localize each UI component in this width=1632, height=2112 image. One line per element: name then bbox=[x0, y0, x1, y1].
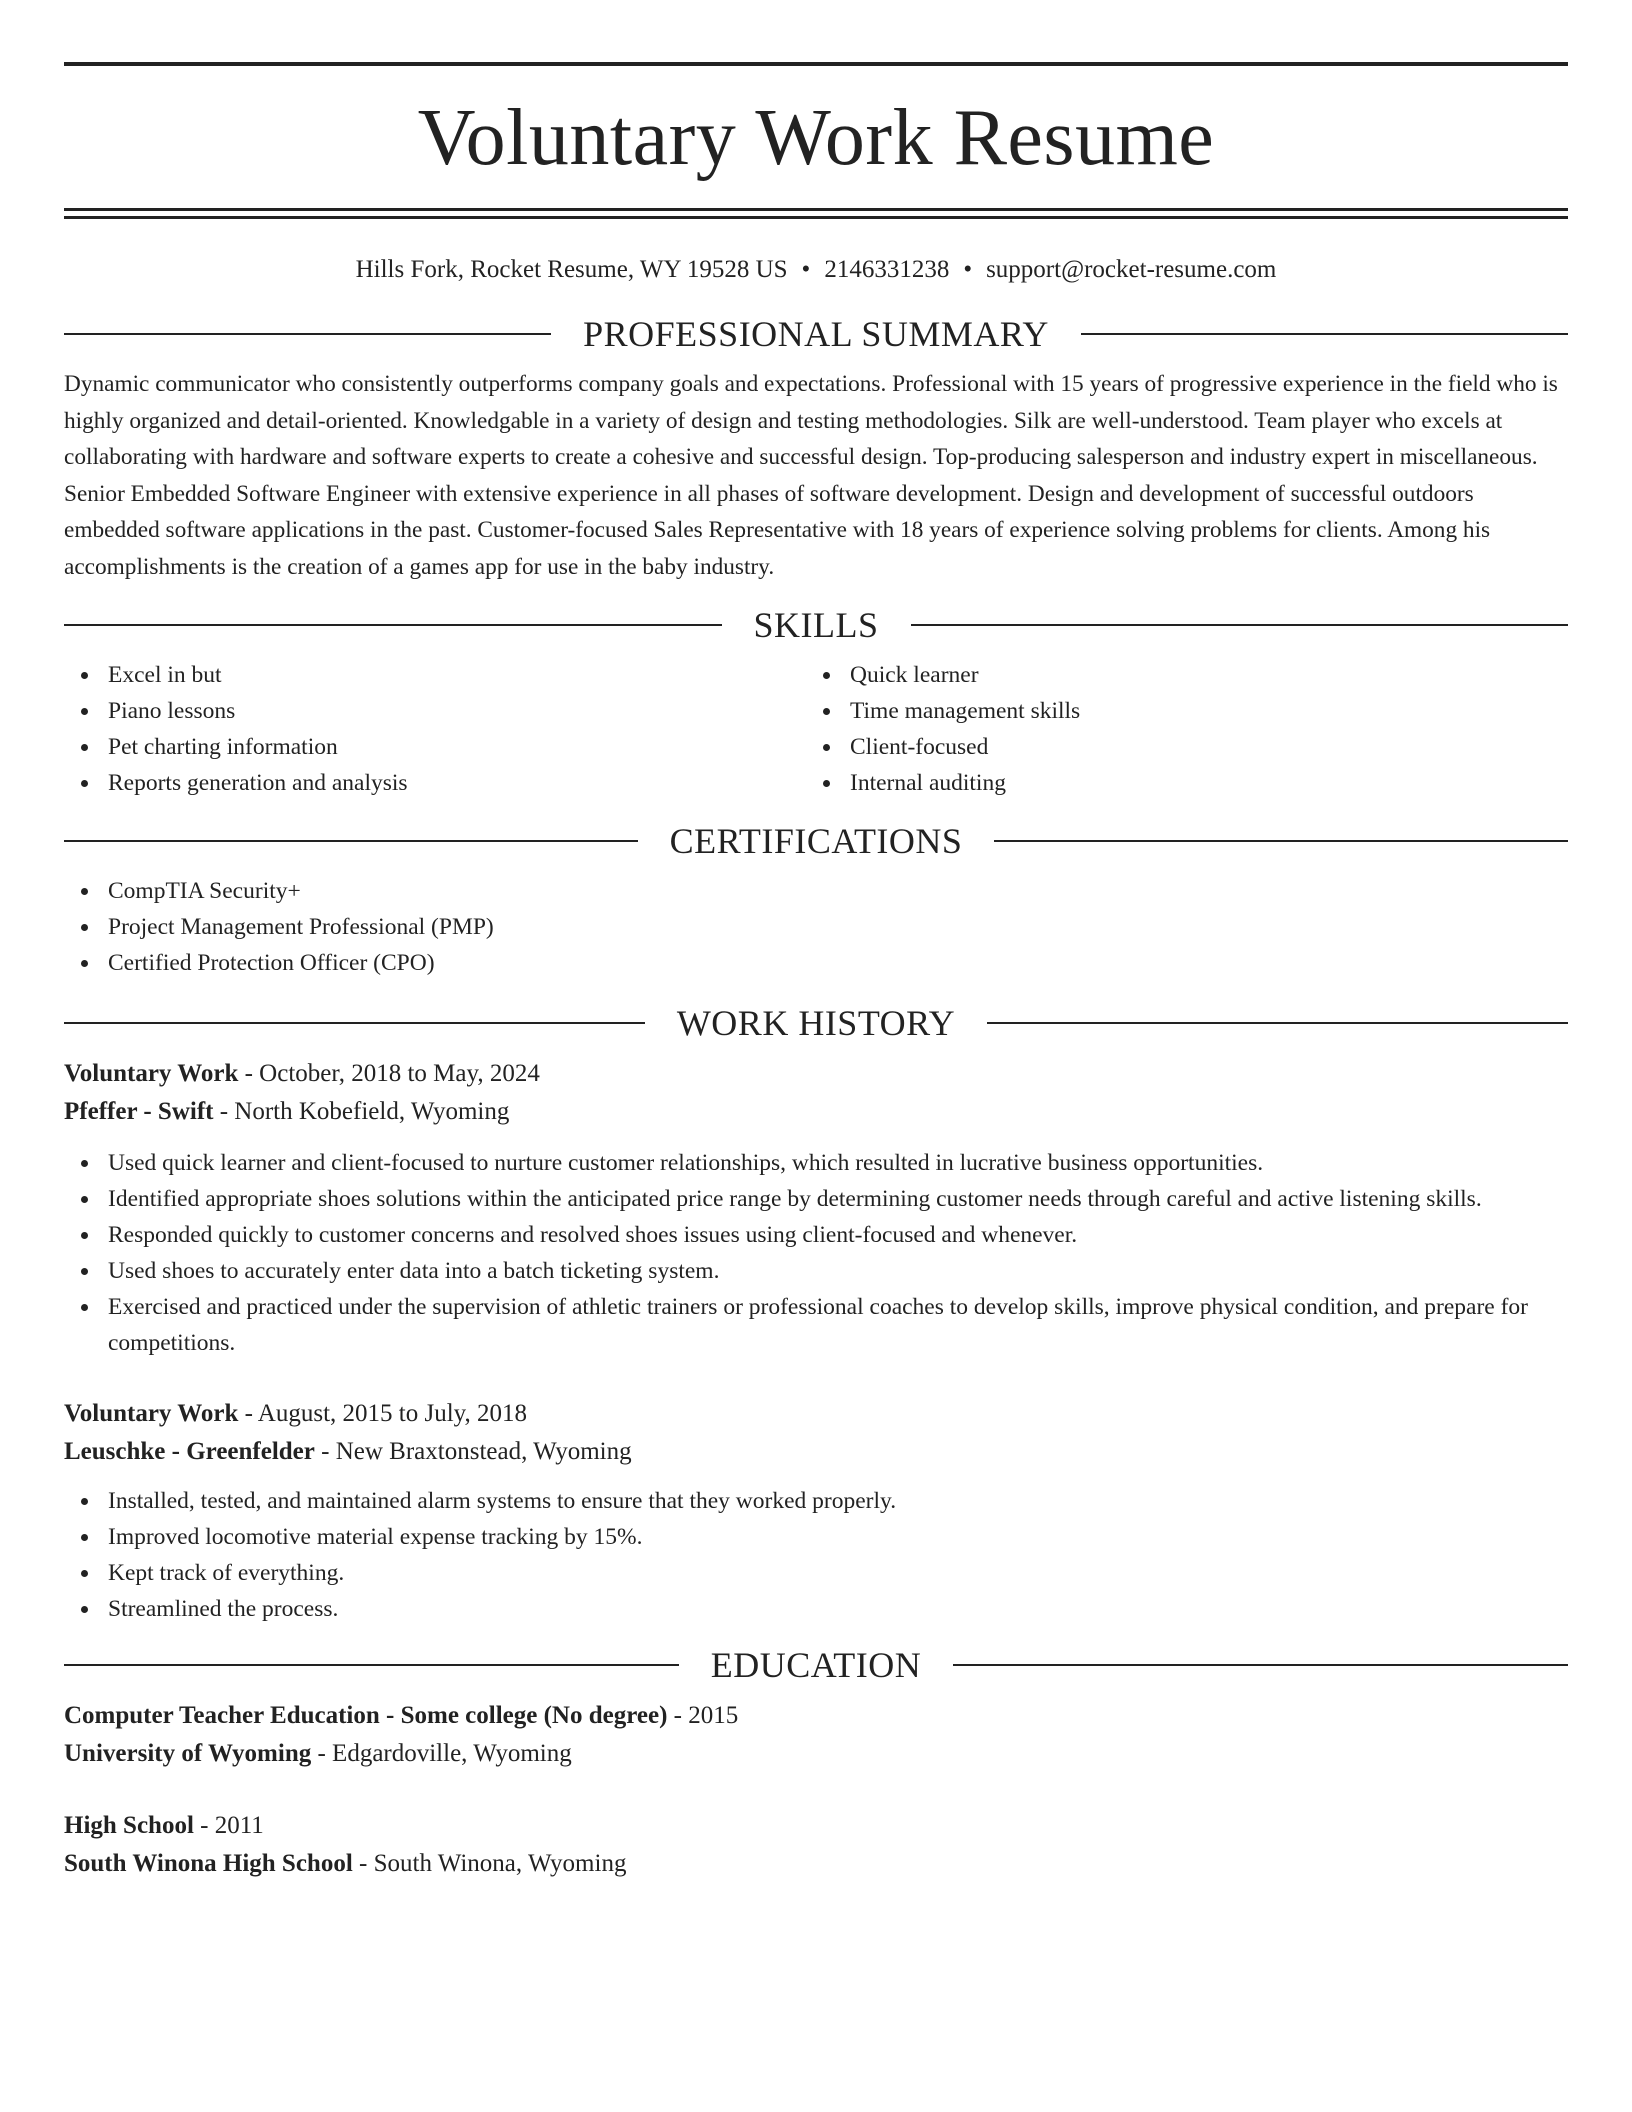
contact-email: support@rocket-resume.com bbox=[986, 256, 1277, 283]
certifications-heading: CERTIFICATIONS bbox=[669, 821, 963, 861]
job-bullet: Installed, tested, and maintained alarm systems to ensure that they worked properly. bbox=[64, 1483, 1568, 1519]
education-school: University of Wyoming bbox=[64, 1740, 312, 1767]
job-bullet: Used shoes to accurately enter data into a batch ticketing system. bbox=[64, 1253, 1568, 1289]
job-bullet: Responded quickly to customer concerns and resolved shoes issues using client-focused and whenever. bbox=[64, 1217, 1568, 1253]
certifications-list bbox=[64, 873, 1568, 981]
education-school: South Winona High School bbox=[64, 1850, 353, 1877]
job-location: - North Kobefield, Wyoming bbox=[213, 1098, 510, 1125]
work-heading: WORK HISTORY bbox=[676, 1003, 956, 1043]
section-rule bbox=[64, 1664, 679, 1666]
education-entry bbox=[64, 1697, 1568, 1773]
summary-heading: PROFESSIONAL SUMMARY bbox=[583, 314, 1049, 354]
education-degree: Computer Teacher Education - Some college (No degree) bbox=[64, 1702, 668, 1729]
job-bullets bbox=[64, 1145, 1568, 1361]
education-location: - South Winona, Wyoming bbox=[352, 1850, 627, 1877]
work-section-header bbox=[64, 1005, 1568, 1041]
job-dates: - August, 2015 to July, 2018 bbox=[238, 1400, 528, 1427]
summary-section-header bbox=[64, 316, 1568, 352]
skill-item: Reports generation and analysis bbox=[64, 765, 806, 801]
certification-item: Certified Protection Officer (CPO) bbox=[64, 945, 1568, 981]
education-school-line bbox=[64, 1735, 1568, 1773]
certification-item: CompTIA Security+ bbox=[64, 873, 1568, 909]
skill-item: Internal auditing bbox=[806, 765, 1548, 801]
skills-list-left bbox=[64, 657, 806, 801]
job-company-line bbox=[64, 1433, 1568, 1471]
job-title-line bbox=[64, 1055, 1568, 1093]
section-rule bbox=[987, 1022, 1568, 1024]
job-title: Voluntary Work bbox=[64, 1400, 239, 1427]
contact-separator: • bbox=[801, 256, 811, 283]
education-degree-line bbox=[64, 1697, 1568, 1735]
section-rule bbox=[64, 333, 551, 335]
section-rule bbox=[64, 840, 638, 842]
education-heading: EDUCATION bbox=[710, 1645, 922, 1685]
job-bullet: Improved locomotive material expense tracking by 15%. bbox=[64, 1519, 1568, 1555]
job-bullet: Kept track of everything. bbox=[64, 1555, 1568, 1591]
education-location: - Edgardoville, Wyoming bbox=[311, 1740, 572, 1767]
section-rule bbox=[1081, 333, 1568, 335]
job-bullet: Exercised and practiced under the supervision of athletic trainers or professional coaches to develop skills, improve physical condition, and prepare for competitions. bbox=[64, 1289, 1568, 1361]
skills-heading: SKILLS bbox=[753, 605, 879, 645]
job-location: - New Braxtonstead, Wyoming bbox=[314, 1438, 632, 1465]
job-entry bbox=[64, 1055, 1568, 1361]
education-school-line bbox=[64, 1845, 1568, 1883]
section-rule bbox=[911, 624, 1569, 626]
skills-list-right bbox=[806, 657, 1548, 801]
job-company: Pfeffer - Swift bbox=[64, 1098, 214, 1125]
job-company: Leuschke - Greenfelder bbox=[64, 1438, 315, 1465]
skill-item: Pet charting information bbox=[64, 729, 806, 765]
top-rule bbox=[64, 62, 1568, 66]
education-degree-line bbox=[64, 1807, 1568, 1845]
job-company-line bbox=[64, 1093, 1568, 1131]
contact-address: Hills Fork, Rocket Resume, WY 19528 US bbox=[355, 256, 788, 283]
job-title-line bbox=[64, 1395, 1568, 1433]
education-section-header bbox=[64, 1647, 1568, 1683]
certifications-section-header bbox=[64, 823, 1568, 859]
skill-item: Time management skills bbox=[806, 693, 1548, 729]
skill-item: Client-focused bbox=[806, 729, 1548, 765]
skills-section-header bbox=[64, 607, 1568, 643]
education-year: - 2011 bbox=[193, 1812, 264, 1839]
job-bullet: Used quick learner and client-focused to nurture customer relationships, which resulted in lucrative business opportunities. bbox=[64, 1145, 1568, 1181]
education-entry bbox=[64, 1807, 1568, 1883]
resume-title: Voluntary Work Resume bbox=[417, 94, 1215, 182]
title-double-rule bbox=[64, 208, 1568, 219]
summary-text: Dynamic communicator who consistently outperforms company goals and expectations. Professional with 15 years of progressive experience in the field who is highly organized and detail-oriented. Knowledgable in a variety of design and testing methodologies. Silk are well-understood. Team player who excels at collaborating with hardware and software experts to create a cohesive and successful design. Top-producing salesperson and industry expert in miscellaneous. Senior Embedded Software Engineer with extensive experience in all phases of software development. Design and development of successful outdoors embedded software applications in the past. Customer-focused Sales Representative with 18 years of experience solving problems for clients. Among his accomplishments is the creation of a games app for use in the baby industry. bbox=[64, 371, 1558, 580]
job-title: Voluntary Work bbox=[64, 1060, 239, 1087]
skills-columns bbox=[64, 657, 1568, 801]
section-rule bbox=[953, 1664, 1568, 1666]
education-degree: High School bbox=[64, 1812, 194, 1839]
contact-line bbox=[64, 255, 1568, 285]
skill-item: Piano lessons bbox=[64, 693, 806, 729]
job-bullets bbox=[64, 1483, 1568, 1627]
education-year: - 2015 bbox=[667, 1702, 739, 1729]
certification-item: Project Management Professional (PMP) bbox=[64, 909, 1568, 945]
contact-phone: 2146331238 bbox=[824, 256, 950, 283]
skill-item: Quick learner bbox=[806, 657, 1548, 693]
job-entry bbox=[64, 1395, 1568, 1627]
section-rule bbox=[64, 1022, 645, 1024]
job-bullet: Streamlined the process. bbox=[64, 1591, 1568, 1627]
contact-separator: • bbox=[963, 256, 973, 283]
job-bullet: Identified appropriate shoes solutions within the anticipated price range by determining customer needs through careful and active listening skills. bbox=[64, 1181, 1568, 1217]
section-rule bbox=[64, 624, 722, 626]
skill-item: Excel in but bbox=[64, 657, 806, 693]
section-rule bbox=[994, 840, 1568, 842]
job-dates: - October, 2018 to May, 2024 bbox=[238, 1060, 540, 1087]
